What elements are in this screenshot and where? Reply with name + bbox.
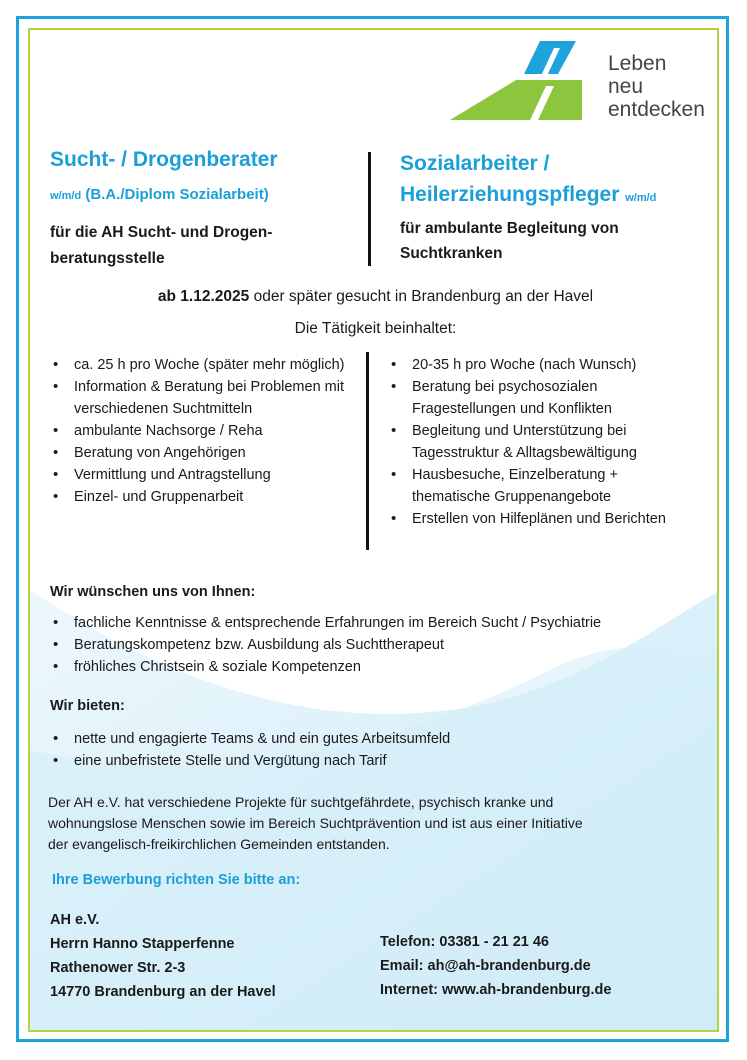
list-item: • fröhliches Christsein & soziale Kompetenzen xyxy=(50,656,710,678)
left-job-subtitle xyxy=(50,220,272,272)
left-task-list xyxy=(50,354,350,508)
right-job-title xyxy=(400,148,656,214)
left-job-gender: w/m/d xyxy=(50,190,82,202)
list-item: • Beratung von Angehörigen xyxy=(50,442,350,464)
left-job-qualification: (B.A./Diplom Sozialarbeit) xyxy=(85,186,269,203)
right-title-text: Heilerziehungspfleger xyxy=(400,183,620,206)
right-title-line2 xyxy=(400,179,656,214)
list-item: • 20-35 h pro Woche (nach Wunsch) xyxy=(388,354,688,376)
right-subtitle-line1: für ambulante Begleitung von xyxy=(400,220,619,237)
list-item: • nette und engagierte Teams & und ein gutes Arbeitsumfeld xyxy=(50,728,710,750)
list-item: • ca. 25 h pro Woche (später mehr möglich) xyxy=(50,354,350,376)
left-job-title: Sucht- / Drogenberater xyxy=(50,148,278,171)
list-item: • Hausbesuche, Einzelberatung + thematische Gruppenangebote xyxy=(388,464,688,508)
about-line3: der evangelisch-freikirchlichen Gemeinden entstanden. xyxy=(48,836,390,852)
org-name: AH e.V. xyxy=(50,912,100,928)
tagline-line3: entdecken xyxy=(608,98,705,121)
apply-heading: Ihre Bewerbung richten Sie bitte an: xyxy=(52,872,301,888)
tasks-divider xyxy=(366,352,369,550)
offers-list xyxy=(50,728,710,772)
phone[interactable]: Telefon: 03381 - 21 21 46 xyxy=(380,934,549,950)
about-line2: wohnungslose Menschen sowie im Bereich Suchtprävention und ist aus einer Initiative xyxy=(48,815,583,831)
right-job-gender: w/m/d xyxy=(625,192,657,204)
list-item: • Beratung bei psychosozialen Fragestellungen und Konflikten xyxy=(388,376,688,420)
header-divider xyxy=(368,152,371,266)
right-task-list xyxy=(388,354,688,530)
city: 14770 Brandenburg an der Havel xyxy=(50,984,276,1000)
about-line1: Der AH e.V. hat verschiedene Projekte für suchtgefährdete, psychisch kranke und xyxy=(48,794,554,810)
list-item: • Einzel- und Gruppenarbeit xyxy=(50,486,350,508)
wishes-heading: Wir wünschen uns von Ihnen: xyxy=(50,584,256,600)
right-job-subtitle xyxy=(400,216,619,266)
right-title-line1: Sozialarbeiter / xyxy=(400,152,550,175)
left-job-qualification-line xyxy=(50,186,269,203)
list-item: • fachliche Kenntnisse & entsprechende Erfahrungen im Bereich Sucht / Psychiatrie xyxy=(50,612,710,634)
logo-tagline xyxy=(608,52,705,121)
contact-person: Herrn Hanno Stapperfenne xyxy=(50,936,235,952)
tagline-line2: neu xyxy=(608,75,644,98)
tagline-line1: Leben xyxy=(608,52,667,75)
list-item: • Begleitung und Unterstützung bei Tagesstruktur & Alltagsbewältigung xyxy=(388,420,688,464)
list-item: • Erstellen von Hilfeplänen und Berichten xyxy=(388,508,688,530)
start-rest: oder später gesucht in Brandenburg an der Havel xyxy=(253,288,594,305)
list-item: • Vermittlung und Antragstellung xyxy=(50,464,350,486)
start-info xyxy=(30,288,719,306)
street: Rathenower Str. 2-3 xyxy=(50,960,186,976)
left-subtitle-line2: beratungsstelle xyxy=(50,250,165,267)
tasks-heading: Die Tätigkeit beinhaltet: xyxy=(294,320,457,337)
ah-logo xyxy=(450,38,610,124)
website-link[interactable]: Internet: www.ah-brandenburg.de xyxy=(380,982,612,998)
address-block xyxy=(50,908,276,1004)
start-date: ab 1.12.2025 xyxy=(157,288,250,305)
offers-heading: Wir bieten: xyxy=(50,698,125,714)
poster xyxy=(28,28,719,1032)
list-item: • eine unbefristete Stelle und Vergütung nach Tarif xyxy=(50,750,710,772)
contact-block xyxy=(380,930,611,1002)
about-text xyxy=(48,792,583,855)
list-item: • Beratungskompetenz bzw. Ausbildung als Suchttherapeut xyxy=(50,634,710,656)
right-subtitle-line2: Suchtkranken xyxy=(400,245,503,262)
email-link[interactable]: Email: ah@ah-brandenburg.de xyxy=(380,958,591,974)
left-subtitle-line1: für die AH Sucht- und Drogen- xyxy=(50,224,273,241)
wishes-list xyxy=(50,612,710,678)
list-item: • ambulante Nachsorge / Reha xyxy=(50,420,350,442)
list-item: • Information & Beratung bei Problemen mit verschiedenen Suchtmitteln xyxy=(50,376,350,420)
